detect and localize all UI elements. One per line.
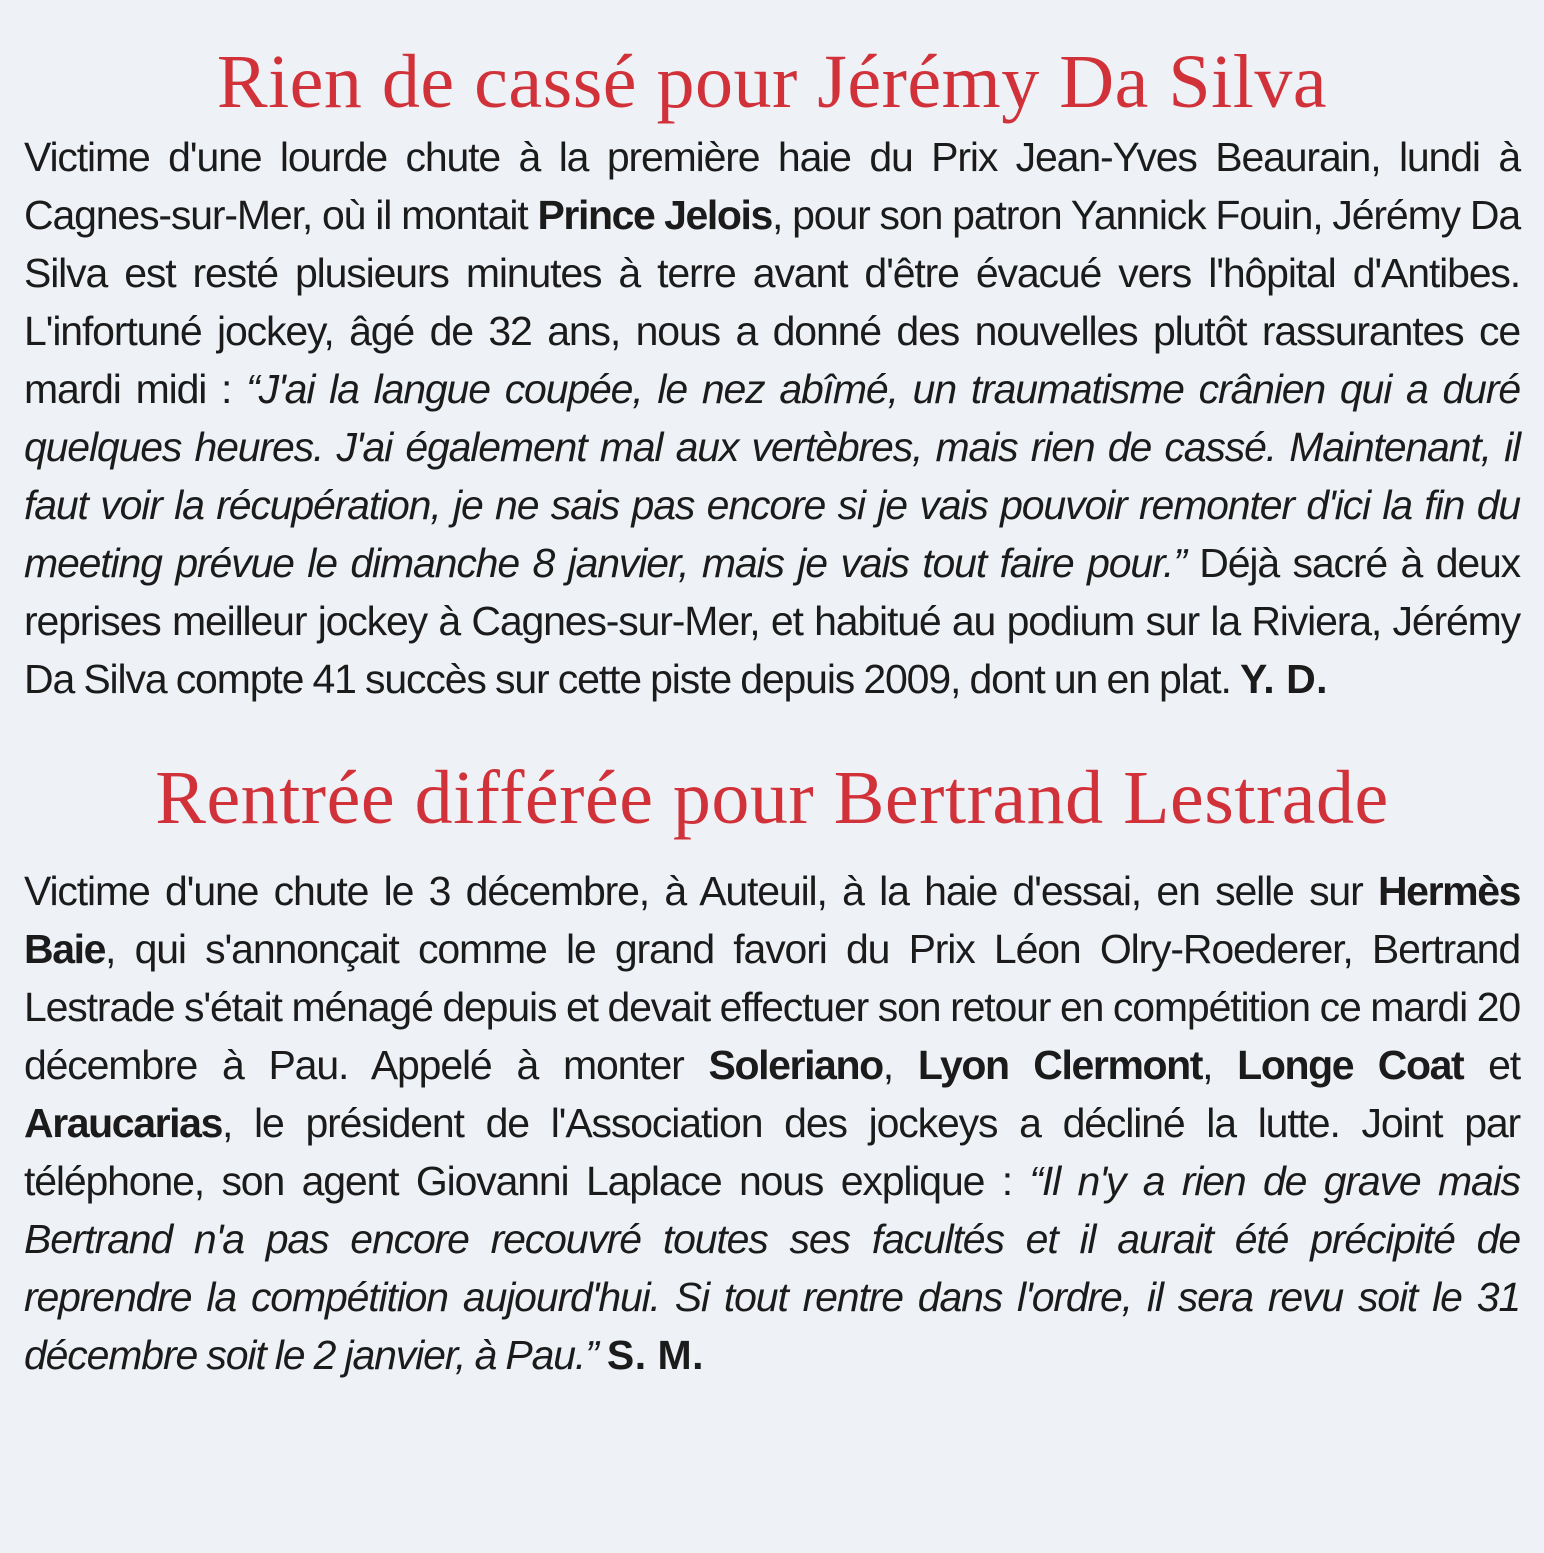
separator-text: et	[1463, 1042, 1521, 1088]
horse-name-prince-jelois: Prince Jelois	[537, 192, 772, 238]
article-lestrade	[24, 752, 1520, 1384]
horse-name-lyon-clermont: Lyon Clermont	[917, 1042, 1203, 1088]
body-text	[598, 1332, 607, 1378]
article-body-da-silva	[24, 128, 1520, 708]
body-text: , qui s'annonçait comme le grand favori du Prix Léon Olry-Roederer, Bertrand Lestrade s'était ménagé depuis et devait effectuer son retour en compétition ce mardi 20 décembre à Pau. Appelé à monter	[24, 926, 1520, 1088]
separator-text: ,	[1202, 1042, 1238, 1088]
author-signature: S. M.	[606, 1332, 705, 1378]
body-text: , pour son patron Yannick Fouin, Jérémy Da Silva est resté plusieurs minutes à terre avant d'être évacué vers l'hôpital d'Antibes. L'infortuné jockey, âgé de 32 ans, nous a donné des nouvelles plutôt rassurantes ce mardi midi :	[24, 192, 1520, 412]
horse-name-longe-coat: Longe Coat	[1237, 1042, 1464, 1088]
horse-name-araucarias: Araucarias	[24, 1100, 222, 1146]
horse-name-hermes-baie: Hermès Baie	[24, 868, 1520, 972]
body-text: Déjà sacré à deux reprises meilleur jockey à Cagnes-sur-Mer, et habitué au podium sur la Riviera, Jérémy Da Silva compte 41 succès sur cette piste depuis 2009, dont un en plat.	[24, 540, 1521, 702]
article-body-lestrade	[24, 862, 1520, 1384]
article-da-silva	[24, 36, 1520, 708]
headline-da-silva: Rien de cassé pour Jérémy Da Silva	[216, 40, 1328, 124]
author-signature: Y. D.	[1239, 656, 1329, 702]
headline-lestrade: Rentrée différée pour Bertrand Lestrade	[155, 756, 1389, 840]
agent-quote: “Il n'y a rien de grave mais Bertrand n'a pas encore recouvré toutes ses facultés et il aurait été précipité de reprendre la compétition aujourd'hui. Si tout rentre dans l'ordre, il sera revu soit le 31 décembre soit le 2 janvier, à Pau.”	[24, 1158, 1520, 1378]
jockey-quote: “J'ai la langue coupée, le nez abîmé, un traumatisme crânien qui a duré quelques heures. J'ai également mal aux vertèbres, mais rien de cassé. Maintenant, il faut voir la récupération, je ne sais pas encore si je vais pouvoir remonter d'ici la fin du meeting prévue le dimanche 8 janvier, mais je vais tout faire pour.”	[24, 366, 1520, 586]
horse-name-soleriano: Soleriano	[708, 1042, 883, 1088]
body-text: Victime d'une chute le 3 décembre, à Auteuil, à la haie d'essai, en selle sur	[24, 868, 1378, 914]
body-text: Victime d'une lourde chute à la première haie du Prix Jean-Yves Beaurain, lundi à Cagnes-sur-Mer, où il montait	[24, 134, 1520, 238]
body-text: , le président de l'Association des jockeys a décliné la lutte. Joint par téléphone, son agent Giovanni Laplace nous explique :	[24, 1100, 1520, 1204]
separator-text: ,	[882, 1042, 918, 1088]
